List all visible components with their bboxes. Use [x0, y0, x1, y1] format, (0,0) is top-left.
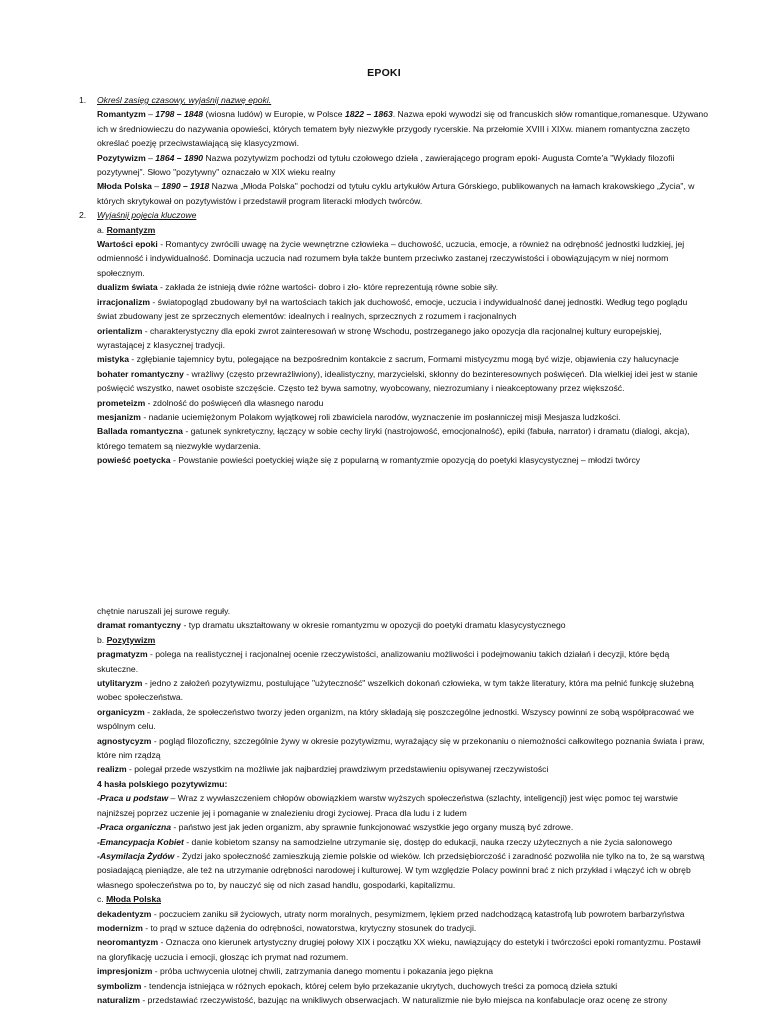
term-entry: irracjonalizm - światopogląd zbudowany był na wartościach takich jak duchowość, emocje, uczucia i indywidualność danej jednostki. Według tego poglądu świat zbudowany jest ze sprzecznych elementów: idealnych i realnych, sprzecznych z rozumem i racjonalnych: [97, 296, 688, 322]
term-entry: Wartości epoki - Romantycy zwrócili uwagę na życie wewnętrzne człowieka – duchowość, uczucia, emocje, a również na odrębność jednostki ludzkiej, jej odmienność i indywidualność. Dominacja uczucia nad rozumem była także buntem przeciwko zastanej rzeczywistości i obowiązującym w niej normom społecznym.: [97, 239, 685, 278]
term-entry: orientalizm - charakterystyczny dla epoki zwrot zainteresowań w stronę Wschodu, postrzeganego jako opozycja dla racjonalnej kultury europejskiej, wyrastającej z klasycznej tradycji.: [97, 325, 662, 350]
mloda-polska-period: Młoda Polska – 1890 – 1918 Nazwa „Młoda Polska" pochodzi od tytułu cyklu artykułów Artura Górskiego, publikowanych na łamach krakowskiego „Życia", w których skrytykował on pozytywistów i przedstawił program literacki młodych twórców.: [97, 181, 695, 206]
content-block-bottom: [97, 604, 709, 1007]
term-entry: modernizm - to prąd w sztuce dążenia do odrębności, nowatorstwa, krytyczny stosunek do tradycji.: [97, 922, 477, 933]
question-1-heading: Określ zasięg czasowy, wyjaśnij nazwę epoki.: [97, 95, 272, 105]
term-entry: powieść poetycka - Powstanie powieści poetyckiej wiąże się z popularną w romantyzmie opozycją do poetyki klasycystycznej – młodzi twórcy: [97, 455, 641, 466]
term-entry: agnostycyzm - pogląd filozoficzny, szczególnie żywy w okresie pozytywizmu, wyrażający się w przekonaniu o niemożności całkowitego poznania świata i praw, które nim rządzą: [97, 735, 705, 761]
term-entry: naturalizm - przedstawiać rzeczywistość, bazując na wnikliwych obserwacjach. W naturalizmie nie było miejsca na konfabulacje oraz ocenę ze strony: [97, 994, 668, 1005]
term-entry: mesjanizm - nadanie uciemiężonym Polakom wyjątkowej roli zbawiciela narodów, wyznaczenie im posłanniczej misji Mesjasza ludzkości.: [97, 411, 621, 422]
page-title: EPOKI: [367, 67, 401, 79]
term-entry: utylitaryzm - jedno z założeń pozytywizmu, postulujące "użyteczność" wszelkich dokonań człowieka, w tym także literatury, która ma pełnić funkcję służebną wobec społeczeństwa.: [97, 678, 694, 703]
slogan-entry: -Praca u podstaw – Wraz z wywłaszczeniem chłopów obowiązkiem warstw wyższych społeczeństwa (szlachty, inteligencji) jest więc pomoc tej warstwie najniższej poprzez uczenie jej i pomaganie w znalezieniu drogi życiowej. Praca dla ludu i z ludem: [97, 793, 678, 818]
term-entry: prometeizm - zdolność do poświęceń dla własnego narodu: [97, 397, 324, 408]
continuation-text: chętnie naruszali jej surowe reguły.: [97, 606, 231, 616]
section-c-heading: c. Młoda Polska: [97, 894, 161, 905]
term-entry: impresjonizm - próba uchwycenia ulotnej chwili, zatrzymania danego momentu i pokazania jego piękna: [97, 966, 494, 977]
pozytywizm-period: Pozytywizm – 1864 – 1890 Nazwa pozytywizm pochodzi od tytułu czołowego dzieła , zawierającego program epoki- Augusta Comte'a "Wykłady filozofii pozytywnej". Słowo "pozytywny" oznaczało w XIX wieku realny: [97, 152, 675, 178]
list-number-1: 1.: [79, 95, 87, 105]
term-entry: dualizm świata - zakłada że istnieją dwie różne wartości- dobro i zło- które reprezentują równe sobie siły.: [97, 282, 499, 293]
term-entry: organicyzm - zakłada, że społeczeństwo tworzy jeden organizm, na który składają się poszczególne jednostki. Wszyscy powinni ze sobą współpracować we wspólnym celu.: [97, 706, 695, 732]
question-2-heading: Wyjaśnij pojęcia kluczowe: [97, 210, 197, 221]
content-block-top: [97, 93, 709, 468]
term-entry: pragmatyzm - polega na realistycznej i racjonalnej ocenie rzeczywistości, analizowaniu możliwości i podejmowaniu takich działań i decyzji, które będą skuteczne.: [97, 649, 670, 674]
list-number-2: 2.: [79, 210, 87, 220]
term-entry: mistyka - zgłębianie tajemnicy bytu, polegające na bezpośrednim kontakcie z sacrum, Formami mistycyzmu mogą być wizje, objawienia czy halucynacje: [97, 354, 679, 365]
slogan-entry: -Emancypacja Kobiet - danie kobietom szansy na samodzielne utrzymanie się, dostęp do edukacji, nauka rzeczy użytecznych a nie życia salonowego: [97, 836, 673, 847]
slogan-entry: -Asymilacja Żydów - Żydzi jako społeczność zamieszkują ziemie polskie od wieków. Ich przedsiębiorczość i zaradność pozwoliła nie tylko na to, że są warstwą posiadającą pieniądze, ale też na utrzymanie odrębności narodowej i kulturowej. W tym względzie Polacy powinni brać z nich przykład i włączyć ich w obręb własnego społeczeństwa po to, by nauczyć się od nich zasad handlu, gospodarki, kapitalizmu.: [97, 850, 705, 890]
romantyzm-period: Romantyzm – 1798 – 1848 (wiosna ludów) w Europie, w Polsce 1822 – 1863. Nazwa epoki wywodzi się od francuskich słów romantique,romanesque. Używano ich w średniowieczu do nazywania opowieści, których tematem były niezwykłe przygody rycerskie. Na przełomie XVIII i XIXw. mianem romantyczna zaczęto określać poezję przeciwstawiającą się klasycyzmowi.: [97, 109, 708, 149]
term-entry: bohater romantyczny - wrażliwy (często przewrażliwiony), idealistyczny, marzycielski, skłonny do bezinteresownych poświęceń. Dla wielkiej idei jest w stanie poświęcić wszystko, nawet osobiste szczęście. Często też bywa samotny, wyobcowany, niezrozumiany i nieakceptowany przez większość.: [97, 368, 698, 394]
term-entry: symbolizm - tendencja istniejąca w różnych epokach, której celem było przekazanie ukrytych, duchowych treści za pomocą dzieła sztuki: [97, 980, 618, 991]
slogan-entry: -Praca organiczna - państwo jest jak jeden organizm, aby sprawnie funkcjonować wszystkie jego organy muszą być zdrowe.: [97, 822, 574, 833]
term-entry: dramat romantyczny - typ dramatu ukształtowany w okresie romantyzmu w opozycji do poetyki dramatu klasycystycznego: [97, 620, 566, 631]
hasla-heading: 4 hasła polskiego pozytywizmu:: [97, 778, 228, 789]
section-a-heading: a. Romantyzm: [97, 224, 156, 235]
term-entry: neoromantyzm - Oznacza ono kierunek artystyczny drugiej połowy XIX i początku XX wieku, nawiązujący do estetyki i twórczości epoki romantyzmu. Postawił na gloryfikację uczucia i emocji, głosząc ich prymat nad rozumem.: [97, 937, 701, 962]
term-entry: realizm - polegał przede wszystkim na możliwie jak najbardziej prawdziwym przedstawieniu opisywanej rzeczywistości: [97, 764, 549, 775]
section-b-heading: b. Pozytywizm: [97, 634, 156, 645]
term-entry: Ballada romantyczna - gatunek synkretyczny, łączący w sobie cechy liryki (nastrojowość, emocjonalność), epiki (fabuła, narrator) i dramatu (dialogi, akcja), którego tematem są niezwykłe wydarzenia.: [97, 426, 690, 451]
term-entry: dekadentyzm - poczuciem zaniku sił życiowych, utraty norm moralnych, pesymizmem, lękiem przed nadchodzącą katastrofą lub powrotem barbarzyństwa: [97, 908, 685, 919]
